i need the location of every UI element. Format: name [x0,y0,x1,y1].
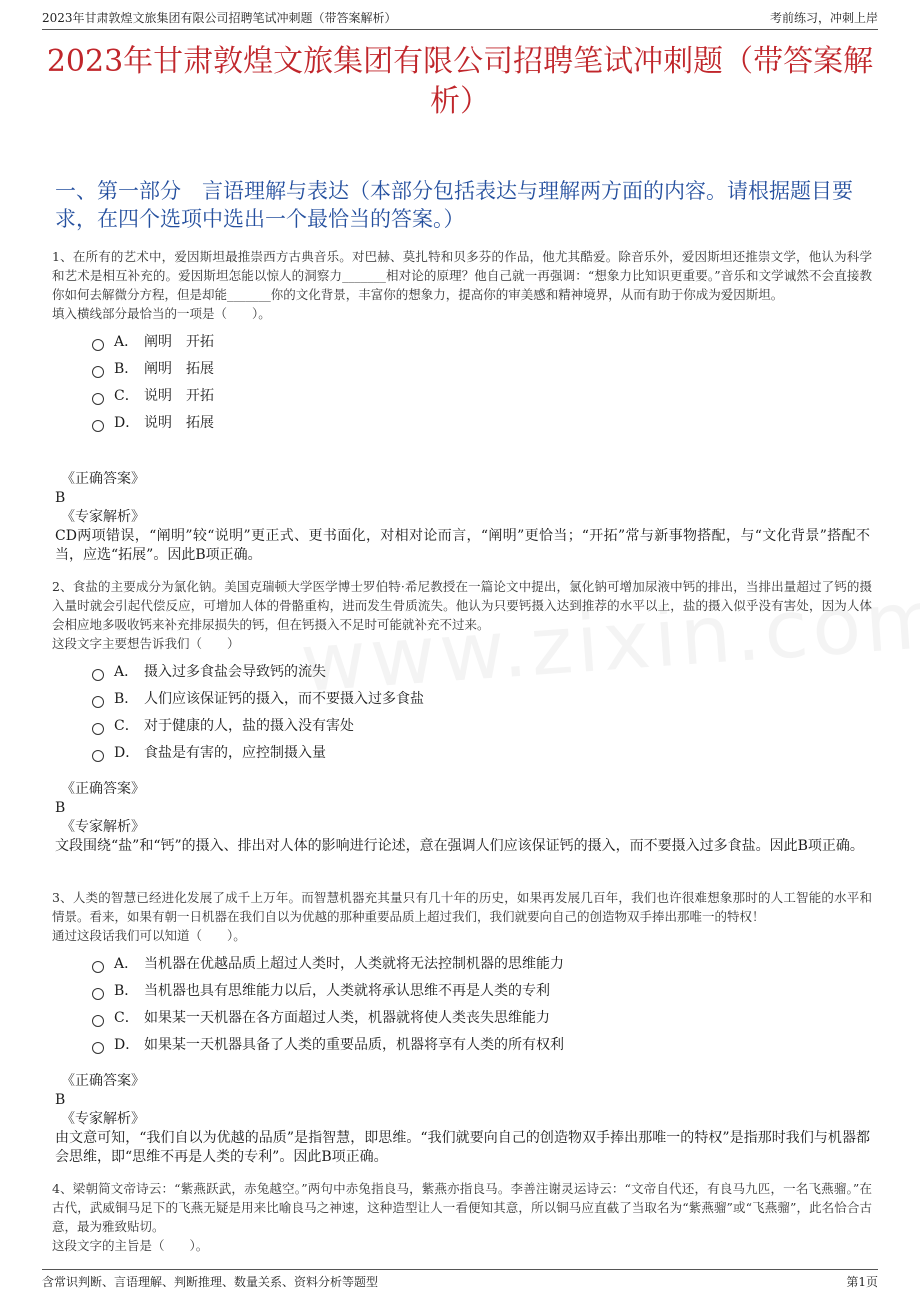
radio-icon[interactable] [92,696,104,708]
option-a[interactable] [92,951,872,978]
analysis-label: 《专家解析》 [61,1111,145,1127]
question-prompt: 通过这段话我们可以知道（ ）。 [52,928,246,943]
question-prompt: 填入横线部分最恰当的一项是（ ）。 [52,306,271,321]
answer-label: 《正确答案》 [61,1073,145,1089]
option-d[interactable] [92,1032,872,1059]
option-b[interactable] [92,978,872,1005]
option-text: 人们应该保证钙的摄入，而不要摄入过多食盐 [144,691,424,707]
option-key: D． [114,745,140,761]
radio-icon[interactable] [92,1015,104,1027]
radio-icon[interactable] [92,723,104,735]
option-text: 说明 开拓 [144,388,214,404]
options-list [92,659,872,767]
answer-block-2 [55,780,870,856]
question-stem: 2、食盐的主要成分为氯化钠。美国克瑞顿大学医学博士罗伯特·希尼教授在一篇论文中提出，氯化钠可增加尿液中钙的排出，当排出量超过了钙的摄入量时就会引起代偿反应，可增加人体的骨骼重构，进而发生骨质流失。他认为只要钙摄入达到推荐的水平以上，盐的摄入似乎没有害处，因为人体会相应地多吸收钙来补充排尿损失的钙，但在钙摄入不足时可能就补充不过来。 [52,579,872,632]
options-list [92,329,872,437]
question-2 [52,577,872,767]
section-title: 一、第一部分 言语理解与表达（本部分包括表达与理解两方面的内容。请根据题目要求，在四个选项中选出一个最恰当的答案。） [55,179,853,231]
question-stem: 3、人类的智慧已经进化发展了成千上万年。而智慧机器充其量只有几十年的历史，如果再发展几百年，我们也许很难想象那时的人工智能的水平和情景。看来，如果有朝一日机器在我们自以为优越的那种重要品质上超过我们，我们就要向自己的创造物双手捧出那唯一的特权！ [52,890,872,924]
answer-label: 《正确答案》 [61,781,145,797]
option-text: 阐明 开拓 [144,334,214,350]
radio-icon[interactable] [92,961,104,973]
option-key: A． [114,334,139,350]
analysis-text: 由文意可知，“我们自以为优越的品质”是指智慧，即思维。“我们就要向自己的创造物双手捧出那唯一的特权”是指那时我们与机器都会思维，即“思维不再是人类的专利”。因此B项正确。 [55,1130,870,1165]
analysis-label: 《专家解析》 [61,819,145,835]
option-a[interactable] [92,659,872,686]
option-text: 如果某一天机器具备了人类的重要品质，机器将享有人类的所有权利 [144,1037,564,1053]
page-header [42,8,878,30]
option-c[interactable] [92,713,872,740]
radio-icon[interactable] [92,750,104,762]
question-prompt: 这段文字的主旨是（ ）。 [52,1238,209,1253]
page-footer [42,1269,878,1290]
option-c[interactable] [92,1005,872,1032]
question-stem: 4、梁朝简文帝诗云：“紫燕跃武，赤兔越空。”两句中赤兔指良马，紫燕亦指良马。李善注谢灵运诗云：“文帝自代还，有良马九匹，一名飞燕骝。”在古代，武威铜马足下的飞燕无疑是用来比喻良马之神速，这种造型让人一看便知其意，所以铜马应直截了当取名为“紫燕骝”或“飞燕骝”，此名恰合古意，最为雅致贴切。 [52,1181,872,1234]
option-key: B． [114,361,139,377]
option-key: A． [114,956,139,972]
answer-value: B [55,490,66,506]
radio-icon[interactable] [92,988,104,1000]
page-number: 第1页 [846,1275,878,1289]
question-3 [52,888,872,1059]
header-right: 考前练习，冲刺上岸 [769,11,878,25]
radio-icon[interactable] [92,420,104,432]
analysis-text: CD两项错误，“阐明”较“说明”更正式、更书面化，对相对论而言，“阐明”更恰当；“开拓”常与新事物搭配，与“文化背景”搭配不当，应选“拓展”。因此B项正确。 [55,528,870,563]
document-title: 2023年甘肃敦煌文旅集团有限公司招聘笔试冲刺题（带答案解析） [46,44,874,119]
answer-block-3 [55,1072,870,1167]
option-key: C． [114,1010,139,1026]
option-key: D． [114,415,140,431]
question-stem: 1、在所有的艺术中，爱因斯坦最推崇西方古典音乐。对巴赫、莫扎特和贝多芬的作品，他尤其酷爱。除音乐外，爱因斯坦还推崇文学，他认为科学和艺术是相互补充的。爱因斯坦怎能以惊人的洞察力_______相对论的原理？他自己就一再强调：“想象力比知识更重要。”音乐和文学诚然不会直接教你如何去解微分方程，但是却能_______你的文化背景，丰富你的想象力，提高你的审美感和精神境界，从而有助于你成为爱因斯坦。 [52,249,872,302]
radio-icon[interactable] [92,339,104,351]
option-key: D． [114,1037,140,1053]
option-key: C． [114,388,139,404]
option-text: 阐明 拓展 [144,361,214,377]
radio-icon[interactable] [92,393,104,405]
option-key: B． [114,691,139,707]
header-left: 2023年甘肃敦煌文旅集团有限公司招聘笔试冲刺题（带答案解析） [42,11,397,25]
question-4 [52,1179,872,1255]
option-text: 对于健康的人，盐的摄入没有害处 [144,718,354,734]
answer-value: B [55,1092,66,1108]
option-a[interactable] [92,329,872,356]
option-text: 摄入过多食盐会导致钙的流失 [144,664,326,680]
radio-icon[interactable] [92,669,104,681]
question-1 [52,247,872,437]
option-text: 当机器在优越品质上超过人类时，人类就将无法控制机器的思维能力 [144,956,564,972]
answer-value: B [55,800,66,816]
footer-left: 含常识判断、言语理解、判断推理、数量关系、资料分析等题型 [42,1275,379,1289]
options-list [92,951,872,1059]
analysis-label: 《专家解析》 [61,509,145,525]
analysis-text: 文段围绕“盐”和“钙”的摄入、排出对人体的影响进行论述，意在强调人们应该保证钙的摄入，而不要摄入过多食盐。因此B项正确。 [55,838,864,854]
option-text: 说明 拓展 [144,415,214,431]
answer-label: 《正确答案》 [61,471,145,487]
option-d[interactable] [92,740,872,767]
radio-icon[interactable] [92,1042,104,1054]
option-text: 食盐是有害的，应控制摄入量 [144,745,326,761]
option-b[interactable] [92,356,872,383]
option-key: B． [114,983,139,999]
option-text: 当机器也具有思维能力以后，人类就将承认思维不再是人类的专利 [144,983,550,999]
radio-icon[interactable] [92,366,104,378]
option-key: A． [114,664,139,680]
option-c[interactable] [92,383,872,410]
answer-block-1 [55,470,870,565]
option-d[interactable] [92,410,872,437]
option-key: C． [114,718,139,734]
option-b[interactable] [92,686,872,713]
question-prompt: 这段文字主要想告诉我们（ ） [52,636,240,651]
option-text: 如果某一天机器在各方面超过人类，机器就将使人类丧失思维能力 [144,1010,550,1026]
